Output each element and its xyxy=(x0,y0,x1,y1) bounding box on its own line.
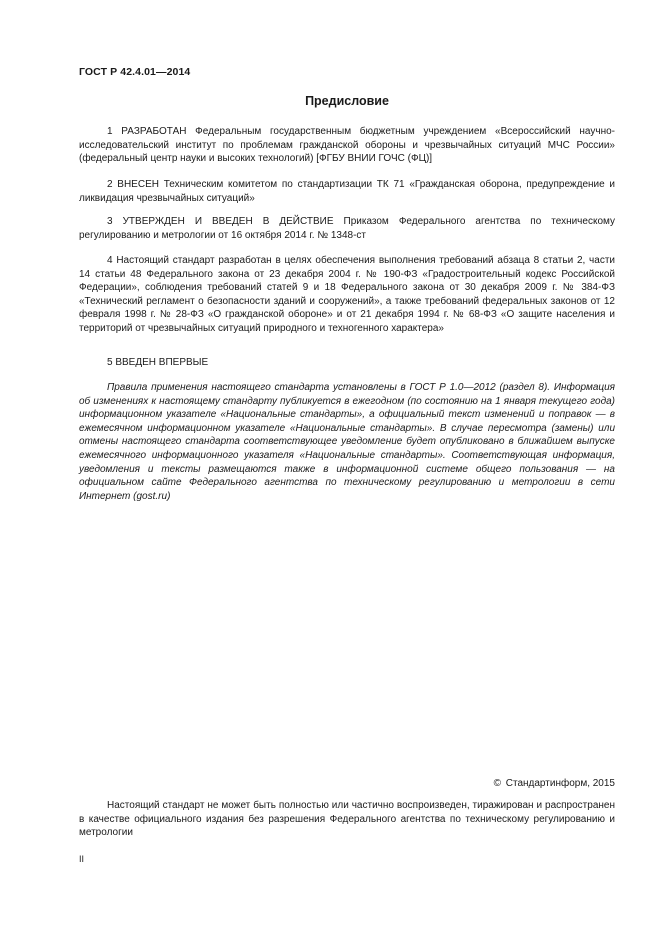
paragraph-first-introduced: 5 ВВЕДЕН ВПЕРВЫЕ xyxy=(107,357,209,368)
copyright xyxy=(494,778,615,789)
paragraph-approved: 3 УТВЕРЖДЕН И ВВЕДЕН В ДЕЙСТВИЕ Приказом Федерального агентства по техническому регулированию и метрологии от 16 октября 2014 г. № 1348-ст xyxy=(79,216,615,241)
paragraph-purpose: 4 Настоящий стандарт разработан в целях обеспечения выполнения требований абзаца 8 статьи 2, части 14 статьи 48 Федерального закона от 23 декабря 2004 г. № 190-ФЗ «Градостроительный кодекс Российской Федерации», соблюдения требований статей 9 и 18 Федерального закона от 30 декабря 2009 г. № 384-ФЗ «Технический регламент о безопасности зданий и сооружений», а также требований федеральных законов от 12 февраля 1998 г. № 28-ФЗ «О гражданской обороне» и от 21 декабря 1994 г. № 68-ФЗ «О защите населения и территорий от чрезвычайных ситуаций природного и техногенного характера» xyxy=(79,255,615,334)
document-code: ГОСТ Р 42.4.01—2014 xyxy=(79,66,191,78)
paragraph-introduced-by: 2 ВНЕСЕН Техническим комитетом по стандартизации ТК 71 «Гражданская оборона, предупреждение и ликвидация чрезвычайных ситуаций» xyxy=(79,179,615,204)
page-title: Предисловие xyxy=(305,94,389,108)
rules-note: Правила применения настоящего стандарта установлены в ГОСТ Р 1.0—2012 (раздел 8). Информация об изменениях к настоящему стандарту публикуется в ежегодном (по состоянию на 1 января текущего года) информационном указателе «Национальные стандарты», а официальный текст изменений и поправок — в ежемесячном информационном указателе «Национальные стандарты». В случае пересмотра (замены) или отмены настоящего стандарта соответствующее уведомление будет опубликовано в ближайшем выпуске ежемесячного информационного указателя «Национальные стандарты». Соответствующая информация, уведомления и тексты размещаются также в информационной системе общего пользования — на официальном сайте Федерального агентства по техническому регулированию и метрологии в сети Интернет (gost.ru) xyxy=(79,382,615,502)
paragraph-developed-by: 1 РАЗРАБОТАН Федеральным государственным бюджетным учреждением «Всероссийский научно-исследовательский институт по проблемам гражданской обороны и чрезвычайных ситуаций МЧС России» (федеральный центр науки и высоких технологий) [ФГБУ ВНИИ ГОЧС (ФЦ)] xyxy=(79,126,615,165)
reproduction-notice: Настоящий стандарт не может быть полностью или частично воспроизведен, тиражирован и распространен в качестве официального издания без разрешения Федерального агентства по техническому регулированию и метрологии xyxy=(79,800,615,839)
copyright-symbol: © xyxy=(493,778,501,789)
page-number: II xyxy=(79,854,85,864)
copyright-holder: Стандартинформ, 2015 xyxy=(505,778,615,789)
